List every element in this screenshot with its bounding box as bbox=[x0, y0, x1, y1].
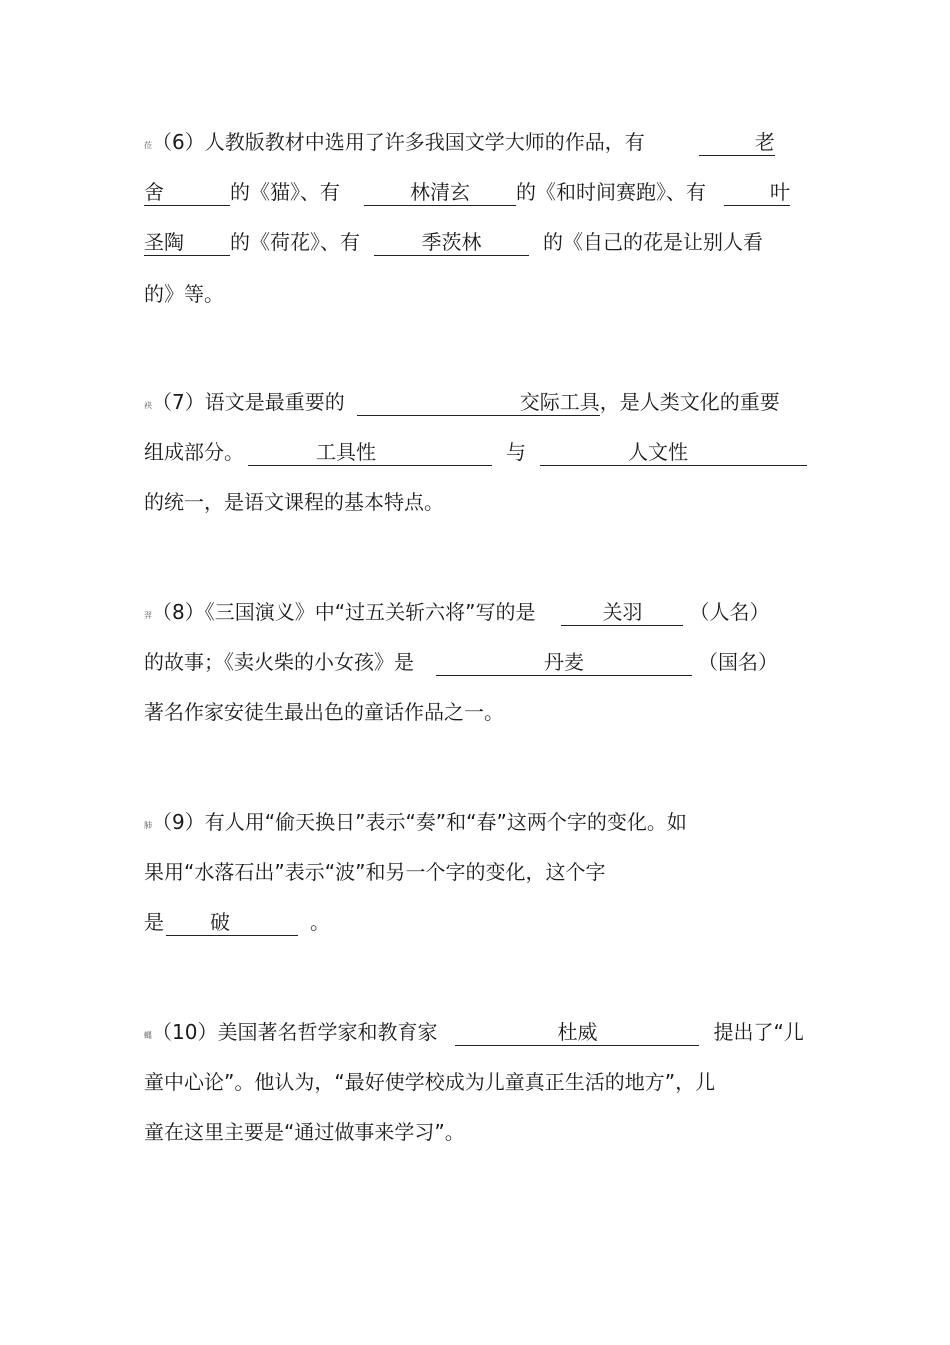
q8-marker: 羿 bbox=[144, 611, 152, 620]
q8-text: （人名） bbox=[689, 600, 770, 624]
q7-line-2 bbox=[144, 438, 807, 466]
q10-text: 童中心论”。他认为，“最好使学校成为儿童真正生活的地方”，儿 bbox=[144, 1070, 716, 1094]
q8-text: 著名作家安徒生最出色的童话作品之一。 bbox=[144, 700, 504, 724]
q10-line-2 bbox=[144, 1068, 715, 1096]
q7-text: ，是人类文化的重要 bbox=[599, 390, 780, 414]
q6-line-2 bbox=[144, 178, 790, 206]
q6-blank-3-end: 圣陶 bbox=[144, 229, 230, 256]
q7-blank-1: 交际工具 bbox=[357, 389, 600, 416]
q7-line-1 bbox=[152, 388, 780, 416]
q6-blank-3-start: 叶 bbox=[724, 179, 790, 206]
q6-blank-1-end: 舍 bbox=[144, 179, 230, 206]
q8-blank-2: 丹麦 bbox=[436, 649, 692, 676]
q8-blank-1: 关羽 bbox=[561, 599, 683, 626]
q7-text: 组成部分。 bbox=[144, 440, 244, 464]
q9-line-1 bbox=[152, 808, 687, 836]
q9-text: 是 bbox=[144, 910, 164, 934]
q8-text: （国名） bbox=[698, 650, 778, 674]
q7-text: （7）语文是最重要的 bbox=[152, 390, 345, 414]
q10-text: （10）美国著名哲学家和教育家 bbox=[152, 1020, 438, 1044]
q6-marker: 莅 bbox=[144, 141, 152, 150]
q6-blank-2: 林清玄 bbox=[364, 179, 516, 206]
q6-blank-4: 季茨林 bbox=[374, 229, 529, 256]
q7-line-3 bbox=[144, 488, 444, 516]
q6-blank-1-start: 老 bbox=[699, 129, 775, 156]
q7-text: 的统一，是语文课程的基本特点。 bbox=[144, 490, 444, 514]
q9-blank-1: 破 bbox=[166, 909, 298, 936]
q9-marker: 肺 bbox=[144, 821, 152, 830]
q8-line-1 bbox=[152, 598, 769, 626]
q10-text: 提出了“儿 bbox=[713, 1020, 804, 1044]
q7-blank-3: 人文性 bbox=[540, 439, 807, 466]
q9-line-2 bbox=[144, 858, 605, 886]
q7-marker: 袂 bbox=[144, 401, 152, 410]
q6-text: 的《自己的花是让别人看 bbox=[543, 230, 763, 254]
q10-line-3 bbox=[144, 1118, 465, 1146]
q10-marker: 蝿 bbox=[144, 1031, 152, 1040]
q10-line-1 bbox=[152, 1018, 804, 1046]
q6-text: （6）人教版教材中选用了许多我国文学大师的作品，有 bbox=[152, 130, 645, 154]
q6-text: 的《猫》、有 bbox=[230, 180, 340, 204]
q8-line-3 bbox=[144, 698, 504, 726]
q9-text: 。 bbox=[310, 910, 330, 934]
q6-line-1 bbox=[152, 128, 775, 156]
q8-line-2 bbox=[144, 648, 778, 676]
q8-text: （8）《三国演义》中“过五关斩六将”写的是 bbox=[152, 600, 536, 624]
q6-line-4 bbox=[144, 280, 224, 308]
q6-line-3 bbox=[144, 228, 763, 256]
q7-text: 与 bbox=[506, 440, 526, 464]
q9-text: （9）有人用“偷天换日”表示“奏”和“春”这两个字的变化。如 bbox=[152, 810, 687, 834]
q7-blank-2: 工具性 bbox=[248, 439, 492, 466]
q9-line-3 bbox=[144, 908, 330, 936]
q8-text: 的故事；《卖火柴的小女孩》是 bbox=[144, 650, 414, 674]
q6-text: 的《和时间赛跑》、有 bbox=[516, 180, 706, 204]
q6-text: 的《荷花》、有 bbox=[230, 230, 360, 254]
q6-text: 的》等。 bbox=[144, 282, 224, 306]
q10-blank-1: 杜威 bbox=[455, 1019, 699, 1046]
q10-text: 童在这里主要是“通过做事来学习”。 bbox=[144, 1120, 465, 1144]
q9-text: 果用“水落石出”表示“波”和另一个字的变化，这个字 bbox=[144, 860, 606, 884]
